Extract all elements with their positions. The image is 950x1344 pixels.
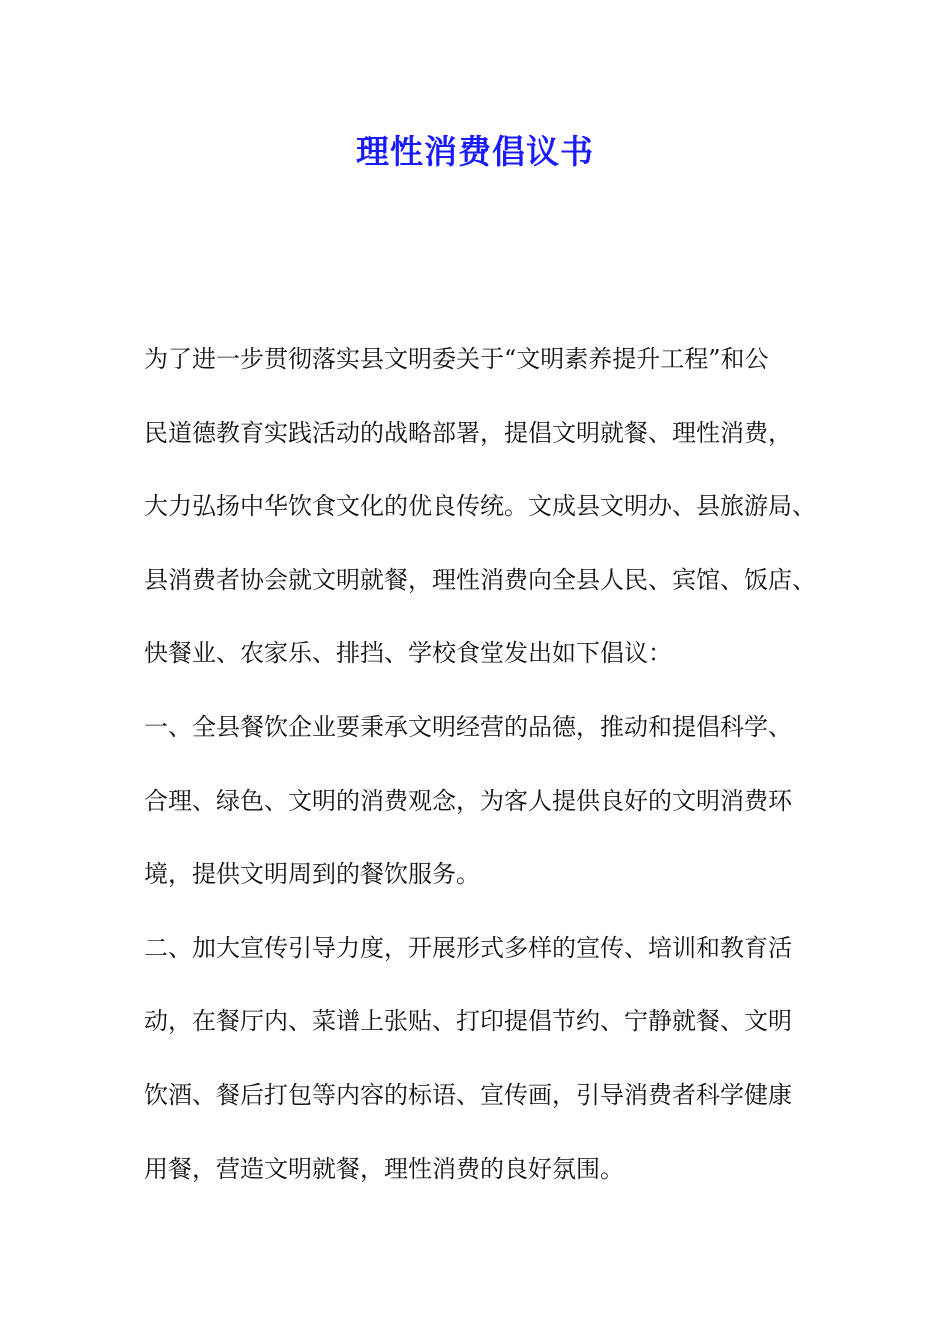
body-line-11: 饮酒、餐后打包等内容的标语、宣传画，引导消费者科学健康 bbox=[144, 1080, 792, 1109]
body-line-2: 民道德教育实践活动的战略部署，提倡文明就餐、理性消费， bbox=[144, 418, 792, 447]
body-line-12: 用餐，营造文明就餐，理性消费的良好氛围。 bbox=[144, 1154, 624, 1183]
body-line-3: 大力弘扬中华饮食文化的优良传统。文成县文明办、县旅游局、 bbox=[144, 492, 816, 521]
body-line-4: 县消费者协会就文明就餐，理性消费向全县人民、宾馆、饭店、 bbox=[144, 565, 816, 594]
body-line-9: 二、加大宣传引导力度，开展形式多样的宣传、培训和教育活 bbox=[144, 933, 792, 962]
document-title: 理性消费倡议书 bbox=[356, 132, 594, 171]
body-line-1: 为了进一步贯彻落实县文明委关于“文明素养提升工程”和公 bbox=[144, 345, 769, 373]
body-line-8: 境，提供文明周到的餐饮服务。 bbox=[144, 860, 480, 889]
body-line-5: 快餐业、农家乐、排挡、学校食堂发出如下倡议： bbox=[144, 639, 672, 668]
body-line-10: 动，在餐厅内、菜谱上张贴、打印提倡节约、宁静就餐、文明 bbox=[144, 1007, 792, 1036]
body-line-6: 一、全县餐饮企业要秉承文明经营的品德，推动和提倡科学、 bbox=[144, 712, 792, 741]
body-line-7: 合理、绿色、文明的消费观念，为客人提供良好的文明消费环 bbox=[144, 786, 792, 815]
document-body bbox=[144, 334, 834, 1217]
